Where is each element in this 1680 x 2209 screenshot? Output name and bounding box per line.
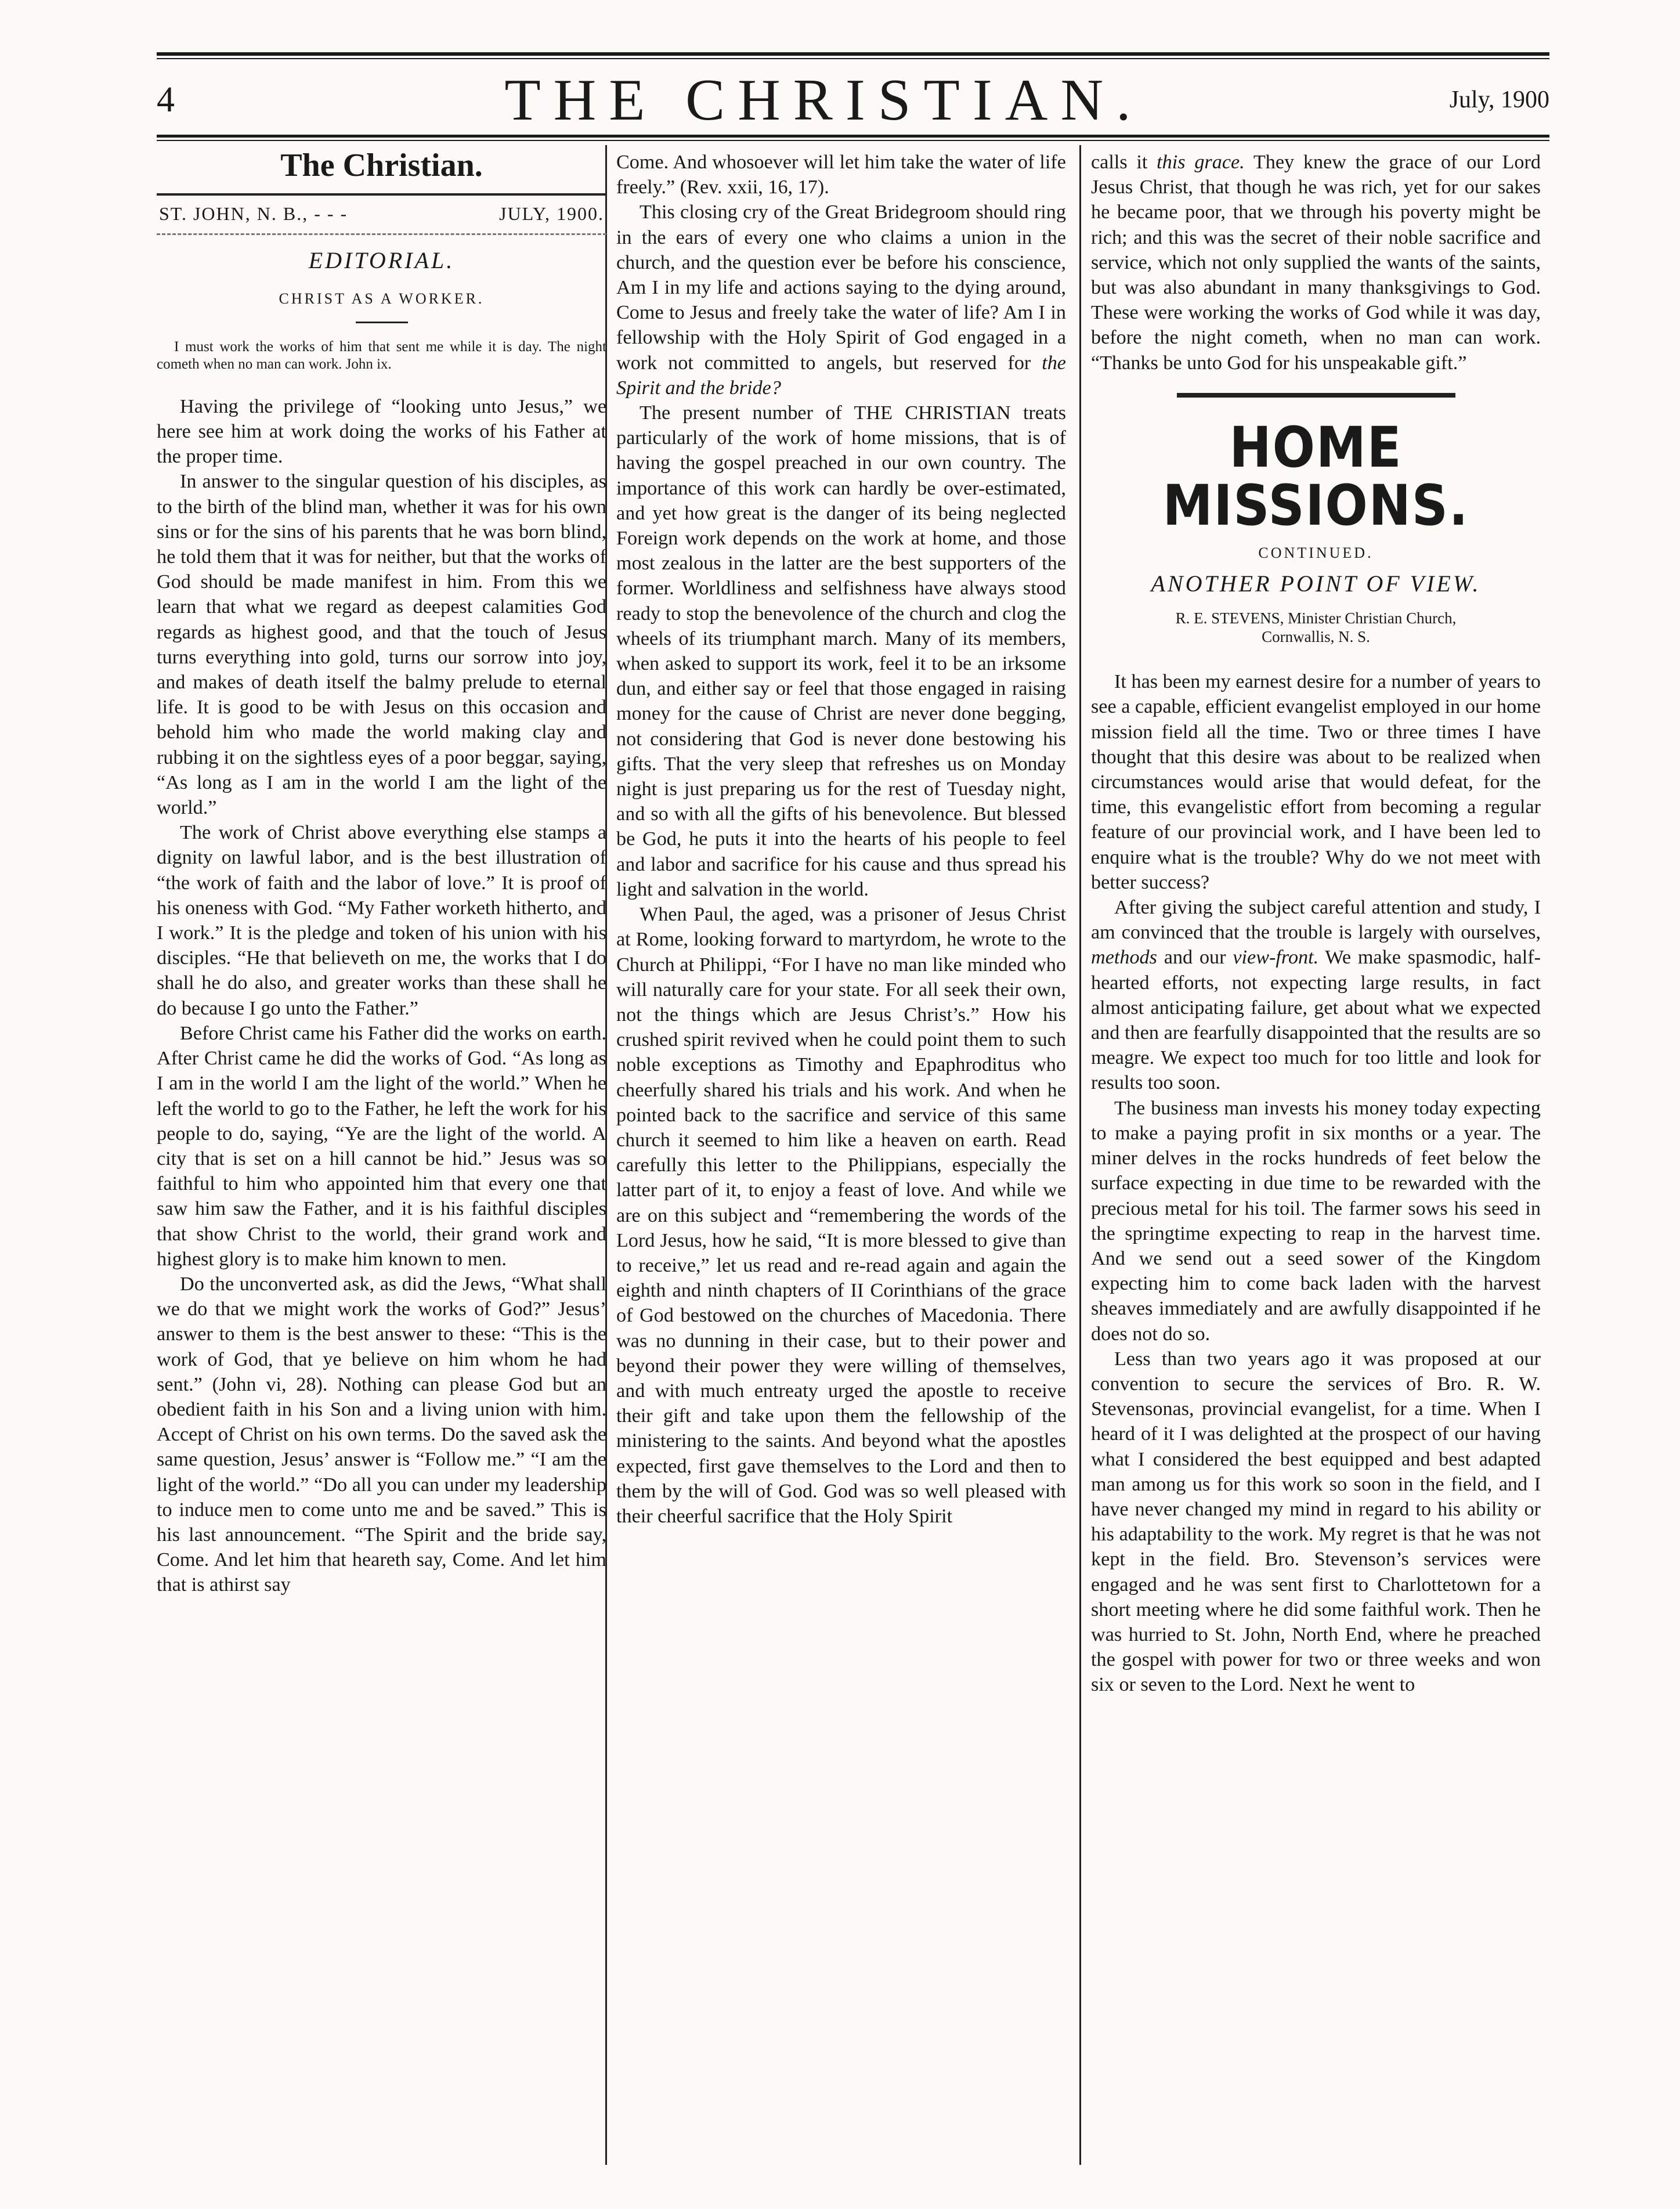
- article-subtitle: ANOTHER POINT OF VIEW.: [1151, 571, 1481, 597]
- column-divider-2: [1079, 145, 1081, 2165]
- section-title: HOME MISSIONS.: [1162, 414, 1469, 538]
- dateline: [157, 193, 606, 235]
- paragraph: The business man invests his money today expecting to make a paying profit in six months or a year. The miner delves in the rocks hundreds of feet below the surface expecting in due time to be rewarded with the precious metal for his toil. The farmer sows his seed in the springtime expecting to reap in the harvest time. And we send out a seed sower of the Kingdom expecting him to come back laden with the harvest sheaves immediately and are awfully disappointed if he does not do so.: [1091, 1097, 1541, 1345]
- epigraph: [157, 338, 606, 373]
- paragraph: Come. And whosoever will let him take the water of life freely.” (Rev. xxii, 16, 17).: [616, 151, 1066, 198]
- paragraph: It has been my earnest desire for a number of years to see a capable, efficient evangelist employed in our home mission field all the time. Two or three times I have thought that this desire was about to be realized when circumstances would arise that would defeat, for the time, this evangelistic effort from becoming a regular feature of our provincial work, and I have been led to enquire what is the trouble? Why do we not meet with better success?: [1091, 671, 1541, 893]
- paragraph: [616, 200, 1066, 400]
- page-header: [157, 65, 1549, 135]
- paragraph: The work of Christ above everything else stamps a dignity on lawful labor, and is the best illustration of “the work of faith and the labor of love.” It is proof of his oneness with God. “My Father worketh hitherto, and I work.” It is the pledge and token of his union with his disciples. “He that believeth on me, the works that I do shall he do also, and greater works than these shall he do because I go unto the Father.”: [157, 822, 606, 1019]
- continued-label: CONTINUED.: [1258, 544, 1374, 561]
- paragraph: Do the unconverted ask, as did the Jews, “What shall we do that we might work the works of God?” Jesus’ answer to them is the best answer to these: “This is the work of God, that ye believe on him whom he had sent.” (John vi, 28). Nothing can please God but an obedient faith in his Son and a living union with him. Accept of Christ on his own terms. Do the saved ask the same question, Jesus’ answer is “Follow me.” “I am the light of the world.” “Do all you can under my leadership to induce men to come unto me and be saved.” This is his last announcement. “The Spirit and the bride say, Come. And let him that heareth say, Come. And let him that is athirst say: [157, 1273, 606, 1596]
- issue-date: July, 1900: [1449, 86, 1549, 113]
- paragraph: [1091, 150, 1541, 376]
- top-rule: [157, 52, 1549, 56]
- title-rule: [356, 322, 408, 323]
- page-number: 4: [157, 80, 175, 120]
- paragraph-text: and our: [1164, 947, 1226, 969]
- column-1: [157, 147, 606, 1598]
- paragraph-text: After giving the subject careful attention and study, I am convinced that the trouble is largely with ourselves,: [1091, 897, 1541, 944]
- byline: [1091, 609, 1541, 646]
- byline-line-2: Cornwallis, N. S.: [1262, 628, 1370, 646]
- dateline-place: ST. JOHN, N. B., - - -: [159, 203, 348, 225]
- paragraph: Less than two years ago it was proposed at our convention to secure the services of Bro. R. W. Stevensonas, provincial evangelist, for a time. When I heard of it I was delighted at the prospect of our having what I considered the best equipped and best adapted man among us for this work so soon in the field, and I have never changed my mind in regard to his ability or his adaptability to the work. My regret is that he was not kept in the field. Bro. Stevenson’s services were engaged and he was sent first to Charlottetown for a short meeting where he did some faithful work. Then he was hurried to St. John, North End, where he preached the gospel with power for two or three weeks and won six or seven to the Lord. Next he went to: [1091, 1348, 1541, 1696]
- paragraph-italic: this grace.: [1157, 151, 1245, 173]
- paragraph-italic: the Spirit and the bride?: [616, 352, 1066, 399]
- top-rule-thin: [157, 58, 1549, 59]
- paragraph-italic: methods: [1091, 947, 1157, 969]
- paragraph: [1091, 895, 1541, 1096]
- section-rule: [1177, 393, 1455, 398]
- column-3: [1091, 150, 1541, 1698]
- paragraph-text: calls it: [1091, 151, 1148, 173]
- epigraph-text: I must work the works of him that sent me while it is day. The night cometh when no man can work. John ix.: [157, 338, 606, 372]
- paragraph: When Paul, the aged, was a prisoner of Jesus Christ at Rome, looking forward to martyrdom, he wrote to the Church at Philippi, “For I have no man like minded who will naturally care for your state. For all seek their own, not the things which are Jesus Christ’s.” How his crushed spirit revived when he could point them to such noble exceptions as Timothy and Epaphroditus who cheerfully shared his trials and his work. And when he pointed back to the sacrifice and service of this same church it seemed to him like a heaven on earth. Read carefully this letter to the Philippians, especially the latter part of it, to enjoy a feast of love. And while we are on this subject and “remembering the words of the Lord Jesus, how he said, “It is more blessed to give than to receive,” let us read and re-read again and again the eighth and ninth chapters of II Corinthians of the grace of God bestowed on the churches of Macedonia. There was no dunning in their case, but to their power and beyond their power they were willing of themselves, and with much entreaty urged the apostle to receive their gift and take upon them the fellowship of the ministering to the saints. And beyond what the apostles expected, first gave themselves to the Lord and then to them by the will of God. God was so well pleased with their cheerful sacrifice that the Holy Spirit: [616, 904, 1066, 1527]
- dateline-date: JULY, 1900.: [499, 203, 604, 225]
- paragraph: Before Christ came his Father did the works on earth. After Christ came he did the works of God. “As long as I am in the world I am the light of the world.” When he left the world to go to the Father, he left the work for his people to do, saying, “Ye are the light of the world. A city that is set on a hill cannot be hid.” Jesus was so faithful to him who appointed him that every one that saw him saw the Father, and it is his faithful disciples that show Christ to the world, their grand work and highest glory is to make him known to men.: [157, 1022, 606, 1270]
- column-2: [616, 150, 1066, 1529]
- paragraph-text: This closing cry of the Great Bridegroom should ring in the ears of every one who claims a union in the church, and the question ever be before his conscience, Am I in my life and actions saying to the dying around, Come to Jesus and freely take the water of life? Am I in fellowship with the Holy Spirit of God engaged in a work not committed to angels, but reserved for: [616, 201, 1066, 374]
- paragraph: The present number of THE CHRISTIAN treats particularly of the work of home missions, that is of having the gospel preached in our own country. The importance of this work can hardly be over-estimated, and yet how great is the danger of its being neglected Foreign work depends on the work at home, and those most zealous in the latter are the best supporters of the former. Worldliness and selfishness have always stood ready to stop the benevolence of the church and clog the wheels of its triumphant march. Many of its members, when asked to support its work, feel it to be an irksome dun, and either say or feel that those engaged in raising money for the cause of Christ are never done begging, not considering that God is never done bestowing his gifts. That the very sleep that refreshes us on Monday night is just preparing us for the rest of Tuesday night, and so with all the gifts of his benevolence. But blessed be God, he puts it into the hearts of his people to feel and labor and sacrifice for his cause and thus spread his light and salvation in the world.: [616, 402, 1066, 900]
- paragraph: Having the privilege of “looking unto Jesus,” we here see him at work doing the works of his Father at the proper time.: [157, 395, 606, 468]
- editorial-heading: EDITORIAL.: [308, 247, 455, 274]
- paragraph-text: We make spasmodic, half-hearted efforts, not expecting large results, in fact almost anticipating failure, get about what we expected and then are fearfully disappointed that the results are so meagre. We expect too much for too little and look for results too soon.: [1091, 947, 1541, 1094]
- masthead: THE CHRISTIAN.: [504, 67, 1144, 133]
- paragraph-italic: view-front.: [1233, 947, 1319, 969]
- header-rule-thin: [157, 140, 1549, 141]
- nameplate: The Christian.: [280, 147, 483, 183]
- byline-line-1: R. E. STEVENS, Minister Christian Church,: [1175, 609, 1457, 627]
- article-title: CHRIST AS A WORKER.: [279, 290, 485, 307]
- paragraph: In answer to the singular question of his disciples, as to the birth of the blind man, whether it was for his own sins or for the sins of his parents that he was born blind, he told them that it was for neither, but that the works of God should be made manifest in him. From this we learn that what we regard as deepest calamities God regards as highest good, and that the touch of Jesus turns everything into gold, turns our sorrow into joy, and makes of death itself the balmy prelude to eternal life. It is good to be with Jesus on this occasion and behold him who made the world making clay and rubbing it on the sightless eyes of a poor beggar, saying, “As long as I am in the world I am the light of the world.”: [157, 471, 606, 819]
- paragraph-text: They knew the grace of our Lord Jesus Christ, that though he was rich, yet for our sakes he became poor, that we through his poverty might be rich; and this was the secret of their noble sacrifice and service, which not only supplied the wants of the saints, but was also abundant in many thanksgivings to God. These were working the works of God while it was day, before the night cometh, when no man can work. “Thanks be unto God for his unspeakable gift.”: [1091, 151, 1541, 374]
- header-rule: [157, 135, 1549, 138]
